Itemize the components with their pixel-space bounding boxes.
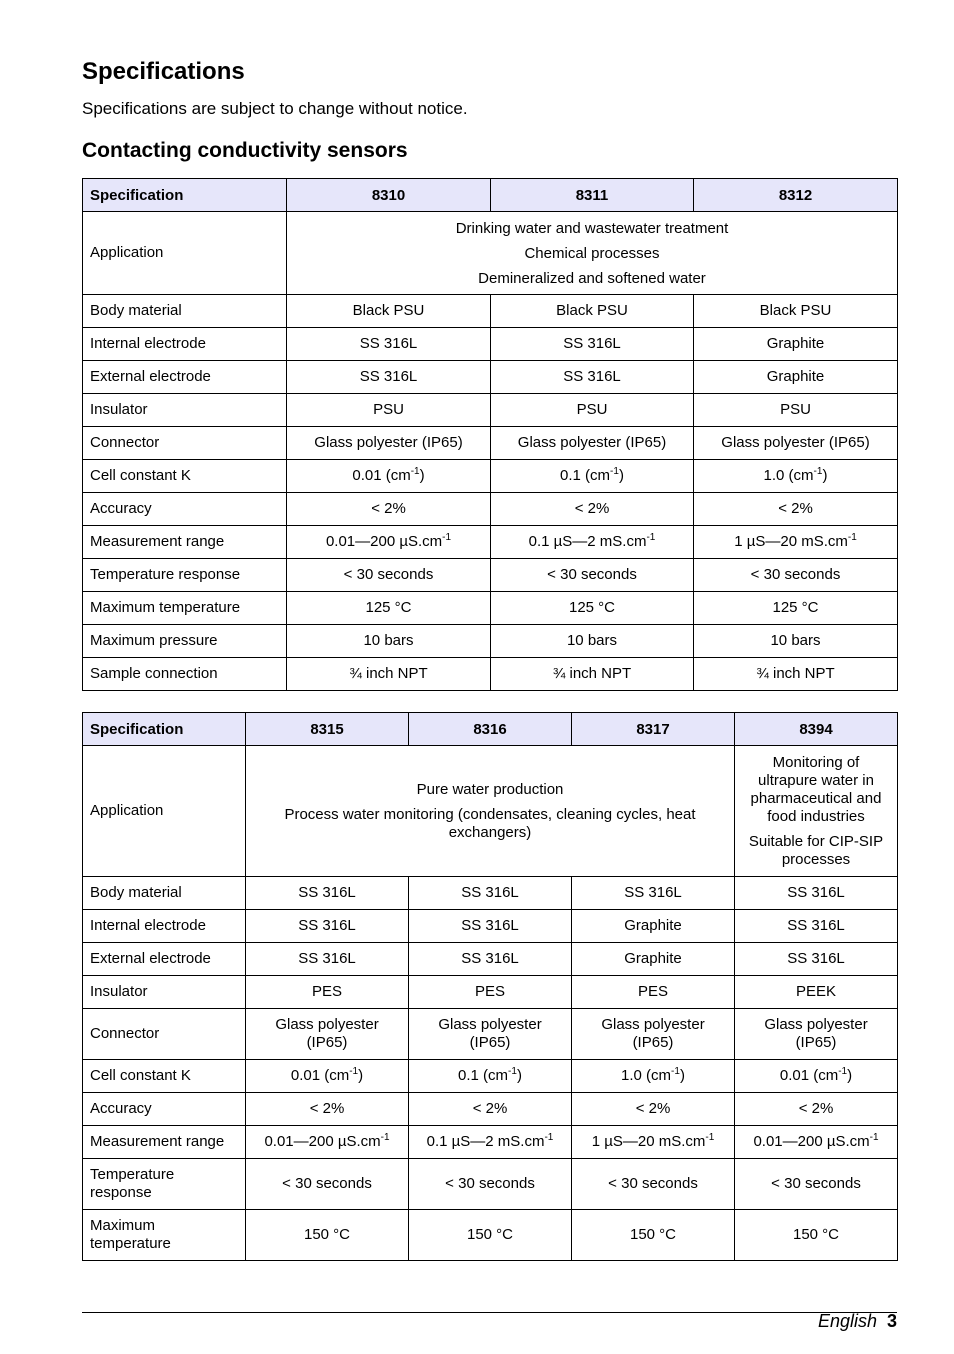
row-label: Insulator xyxy=(83,976,246,1009)
table-row xyxy=(83,1093,898,1126)
cell-superscript: -1 xyxy=(349,1066,359,1077)
table-cell xyxy=(491,625,694,658)
application-line: Drinking water and wastewater treatment xyxy=(455,219,729,237)
table-cell xyxy=(694,625,898,658)
table-row xyxy=(83,1009,898,1060)
row-label: Cell constant K xyxy=(83,1060,246,1093)
cell-value: Black PSU xyxy=(556,302,628,319)
cell-value: SS 316L xyxy=(461,917,519,934)
table-cell xyxy=(287,493,491,526)
cell-value: SS 316L xyxy=(298,884,356,901)
table-cell xyxy=(735,1126,898,1159)
table-cell xyxy=(491,427,694,460)
cell-suffix: ) xyxy=(419,467,425,484)
table-cell xyxy=(572,976,735,1009)
row-label: Cell constant K xyxy=(83,460,287,493)
header-cell: 8311 xyxy=(491,179,694,212)
cell-superscript: -1 xyxy=(705,1132,715,1143)
table-cell xyxy=(491,394,694,427)
table-row xyxy=(83,328,898,361)
table-cell xyxy=(287,460,491,493)
table-cell xyxy=(409,1126,572,1159)
table-cell xyxy=(491,295,694,328)
table-cell xyxy=(287,526,491,559)
cell-value: Glass polyester (IP65) xyxy=(314,434,463,451)
cell-value: SS 316L xyxy=(563,335,621,352)
table-cell xyxy=(409,943,572,976)
cell-value: Graphite xyxy=(766,368,825,385)
cell-superscript: -1 xyxy=(813,466,823,477)
table-cell xyxy=(694,394,898,427)
cell-suffix: ) xyxy=(822,467,828,484)
cell-value: PEEK xyxy=(795,983,837,1000)
cell-value: < 2% xyxy=(472,1100,508,1117)
page-number: 3 xyxy=(886,1311,897,1331)
cell-value: Black PSU xyxy=(352,302,425,319)
table-cell xyxy=(572,910,735,943)
cell-superscript: -1 xyxy=(380,1132,390,1143)
table-cell xyxy=(287,427,491,460)
cell-value: PSU xyxy=(576,401,608,418)
cell-value: 1.0 (cm xyxy=(763,467,814,484)
table-cell xyxy=(694,361,898,394)
cell-suffix: ) xyxy=(358,1067,364,1084)
table-row xyxy=(83,592,898,625)
table-cell xyxy=(735,1093,898,1126)
application-line: Process water monitoring (condensates, cleaning cycles, heat exchangers) xyxy=(284,805,696,841)
table-cell xyxy=(694,328,898,361)
cell-value: PSU xyxy=(780,401,811,418)
cell-superscript: -1 xyxy=(646,532,656,543)
row-label: Application xyxy=(83,746,246,877)
table-cell xyxy=(572,1126,735,1159)
table-cell xyxy=(246,1210,409,1261)
cell-value: < 30 seconds xyxy=(547,566,637,583)
cell-value: SS 316L xyxy=(359,368,418,385)
cell-value: < 30 seconds xyxy=(771,1175,861,1192)
cell-value: PES xyxy=(474,983,505,1000)
table-cell xyxy=(572,1060,735,1093)
table-cell xyxy=(246,1126,409,1159)
header-cell: 8315 xyxy=(246,713,409,746)
table-header-row xyxy=(83,179,898,212)
spec-table-2 xyxy=(82,712,898,1261)
table-cell xyxy=(694,460,898,493)
cell-value: 150 °C xyxy=(792,1226,840,1243)
page-footer xyxy=(818,1311,897,1332)
cell-value: PES xyxy=(637,983,668,1000)
row-label: Temperature response xyxy=(83,559,287,592)
table-cell xyxy=(287,328,491,361)
cell-value: Glass polyester (IP65) xyxy=(517,434,667,451)
table-cell xyxy=(694,493,898,526)
cell-value: Glass polyester (IP65) xyxy=(275,1016,379,1051)
table-row xyxy=(83,943,898,976)
cell-value: SS 316L xyxy=(298,917,356,934)
table-cell xyxy=(246,1159,409,1210)
table-cell xyxy=(246,910,409,943)
application-line: Monitoring of ultrapure water in pharmaceutical and food industries xyxy=(750,753,882,825)
table-row xyxy=(83,1210,898,1261)
table-cell xyxy=(287,592,491,625)
cell-value: SS 316L xyxy=(461,884,519,901)
footer-divider xyxy=(82,1312,897,1313)
cell-value: SS 316L xyxy=(787,917,845,934)
cell-value: < 2% xyxy=(371,500,406,517)
row-label: Internal electrode xyxy=(83,910,246,943)
table-cell xyxy=(694,526,898,559)
page-title: Specifications xyxy=(82,58,245,85)
cell-value: ¾ inch NPT xyxy=(349,665,428,682)
cell-value: < 30 seconds xyxy=(445,1175,535,1192)
table-row xyxy=(83,1060,898,1093)
cell-value: < 2% xyxy=(798,1100,834,1117)
table-cell xyxy=(409,1009,572,1060)
cell-suffix: ) xyxy=(618,467,624,484)
cell-value: < 30 seconds xyxy=(608,1175,698,1192)
table-cell xyxy=(409,1093,572,1126)
application-cell xyxy=(287,212,898,295)
header-cell: 8317 xyxy=(572,713,735,746)
cell-value: 150 °C xyxy=(303,1226,351,1243)
table-cell xyxy=(491,460,694,493)
table-cell xyxy=(735,1159,898,1210)
header-cell: 8310 xyxy=(287,179,491,212)
row-label: External electrode xyxy=(83,943,246,976)
cell-value: < 2% xyxy=(574,500,610,517)
header-cell: 8316 xyxy=(409,713,572,746)
cell-value: Graphite xyxy=(624,917,682,934)
table-cell xyxy=(735,943,898,976)
cell-value: Glass polyester (IP65) xyxy=(721,434,870,451)
cell-value: < 30 seconds xyxy=(750,566,841,583)
table-row xyxy=(83,361,898,394)
cell-value: SS 316L xyxy=(787,950,845,967)
table-cell xyxy=(694,295,898,328)
cell-value: 10 bars xyxy=(363,632,414,649)
table-cell xyxy=(491,559,694,592)
header-cell: Specification xyxy=(83,713,246,746)
table-cell xyxy=(287,394,491,427)
cell-superscript: -1 xyxy=(838,1066,848,1077)
table-row xyxy=(83,460,898,493)
row-label: External electrode xyxy=(83,361,287,394)
table-cell xyxy=(572,1093,735,1126)
table-cell xyxy=(572,1009,735,1060)
cell-value: 0.1 µS—2 mS.cm xyxy=(528,533,647,550)
section-title: Contacting conductivity sensors xyxy=(82,139,408,162)
cell-value: < 30 seconds xyxy=(343,566,434,583)
cell-value: 150 °C xyxy=(466,1226,514,1243)
table-cell xyxy=(572,943,735,976)
cell-value: Graphite xyxy=(624,950,682,967)
cell-value: 1 µS—20 mS.cm xyxy=(591,1133,706,1150)
cell-superscript: -1 xyxy=(610,466,619,477)
cell-superscript: -1 xyxy=(869,1132,879,1143)
table-row xyxy=(83,559,898,592)
row-label: Body material xyxy=(83,295,287,328)
cell-value: PES xyxy=(311,983,342,1000)
cell-superscript: -1 xyxy=(847,532,857,543)
table-cell xyxy=(246,1009,409,1060)
header-cell: Specification xyxy=(83,179,287,212)
table-cell xyxy=(735,910,898,943)
header-cell: 8394 xyxy=(735,713,898,746)
cell-value: 1 µS—20 mS.cm xyxy=(734,533,848,550)
cell-value: 0.01 (cm xyxy=(352,467,411,484)
cell-value: Glass polyester (IP65) xyxy=(764,1016,868,1051)
cell-value: 125 °C xyxy=(772,599,819,616)
row-label: Measurement range xyxy=(83,526,287,559)
application-cell xyxy=(246,746,735,877)
cell-value: Glass polyester (IP65) xyxy=(601,1016,705,1051)
table-cell xyxy=(572,1210,735,1261)
cell-value: < 30 seconds xyxy=(282,1175,372,1192)
row-label: Accuracy xyxy=(83,493,287,526)
cell-suffix: ) xyxy=(847,1067,853,1084)
table-row xyxy=(83,877,898,910)
application-line: Chemical processes xyxy=(524,244,660,262)
cell-value: 10 bars xyxy=(566,632,618,649)
cell-superscript: -1 xyxy=(544,1132,554,1143)
table-cell xyxy=(735,877,898,910)
table-row xyxy=(83,493,898,526)
table-cell xyxy=(694,559,898,592)
row-label: Connector xyxy=(83,1009,246,1060)
row-label: Maximum temperature xyxy=(83,592,287,625)
table-cell xyxy=(287,559,491,592)
cell-value: 0.1 (cm xyxy=(458,1067,509,1084)
table-row xyxy=(83,394,898,427)
table-cell xyxy=(735,976,898,1009)
cell-value: 125 °C xyxy=(568,599,616,616)
table-cell xyxy=(491,328,694,361)
cell-superscript: -1 xyxy=(410,466,420,477)
cell-value: < 2% xyxy=(635,1100,671,1117)
table-cell xyxy=(409,910,572,943)
application-cell xyxy=(735,746,898,877)
row-label: Accuracy xyxy=(83,1093,246,1126)
table-cell xyxy=(694,658,898,691)
cell-superscript: -1 xyxy=(508,1066,517,1077)
cell-value: SS 316L xyxy=(298,950,356,967)
table-cell xyxy=(287,658,491,691)
cell-value: SS 316L xyxy=(624,884,682,901)
table-cell xyxy=(287,361,491,394)
table-row xyxy=(83,427,898,460)
cell-value: ¾ inch NPT xyxy=(552,665,632,682)
table-row xyxy=(83,1126,898,1159)
table-cell xyxy=(491,361,694,394)
table-cell xyxy=(735,1009,898,1060)
row-label: Maximum temperature xyxy=(83,1210,246,1261)
application-line: Suitable for CIP-SIP processes xyxy=(748,832,884,868)
table-row xyxy=(83,625,898,658)
cell-value: SS 316L xyxy=(563,368,621,385)
table-cell xyxy=(246,877,409,910)
cell-value: 0.01—200 µS.cm xyxy=(264,1133,381,1150)
cell-value: SS 316L xyxy=(359,335,418,352)
cell-value: SS 316L xyxy=(461,950,519,967)
row-label: Maximum pressure xyxy=(83,625,287,658)
table-row xyxy=(83,746,898,877)
table-cell xyxy=(735,1210,898,1261)
cell-value: ¾ inch NPT xyxy=(756,665,835,682)
table-cell xyxy=(246,976,409,1009)
row-label: Sample connection xyxy=(83,658,287,691)
cell-suffix: ) xyxy=(516,1067,522,1084)
table-row xyxy=(83,976,898,1009)
cell-value: 125 °C xyxy=(365,599,412,616)
cell-value: 0.01 (cm xyxy=(779,1067,839,1084)
cell-value: 0.1 (cm xyxy=(560,467,611,484)
table-cell xyxy=(491,658,694,691)
table-cell xyxy=(694,427,898,460)
table-row xyxy=(83,526,898,559)
table-cell xyxy=(287,295,491,328)
table-row xyxy=(83,212,898,295)
table-cell xyxy=(491,592,694,625)
cell-value: < 2% xyxy=(309,1100,345,1117)
table-cell xyxy=(409,976,572,1009)
cell-value: 1.0 (cm xyxy=(621,1067,672,1084)
row-label: Temperature response xyxy=(83,1159,246,1210)
row-label: Internal electrode xyxy=(83,328,287,361)
table-cell xyxy=(694,592,898,625)
cell-value: 0.01—200 µS.cm xyxy=(753,1133,870,1150)
table-cell xyxy=(409,877,572,910)
footer-language: English xyxy=(817,1311,877,1331)
cell-value: Black PSU xyxy=(759,302,832,319)
row-label: Connector xyxy=(83,427,287,460)
spec-table-1 xyxy=(82,178,898,691)
table-cell xyxy=(246,1093,409,1126)
cell-value: 10 bars xyxy=(770,632,821,649)
table-cell xyxy=(409,1159,572,1210)
cell-value: Graphite xyxy=(766,335,825,352)
table-cell xyxy=(246,1060,409,1093)
application-line: Demineralized and softened water xyxy=(478,269,706,287)
cell-suffix: ) xyxy=(679,1067,685,1084)
row-label: Measurement range xyxy=(83,1126,246,1159)
table-row xyxy=(83,1159,898,1210)
application-line: Pure water production xyxy=(416,780,564,798)
table-cell xyxy=(491,493,694,526)
intro-text: Specifications are subject to change without notice. xyxy=(82,99,468,118)
cell-superscript: -1 xyxy=(442,532,452,543)
table-row xyxy=(83,658,898,691)
cell-value: < 2% xyxy=(778,500,813,517)
table-row xyxy=(83,910,898,943)
cell-value: PSU xyxy=(373,401,404,418)
table-cell xyxy=(491,526,694,559)
cell-value: SS 316L xyxy=(787,884,845,901)
table-cell xyxy=(572,877,735,910)
header-cell: 8312 xyxy=(694,179,898,212)
cell-value: 0.1 µS—2 mS.cm xyxy=(426,1133,545,1150)
row-label: Body material xyxy=(83,877,246,910)
cell-value: 150 °C xyxy=(629,1226,677,1243)
table-cell xyxy=(735,1060,898,1093)
cell-value: Glass polyester (IP65) xyxy=(438,1016,542,1051)
table-cell xyxy=(287,625,491,658)
table-row xyxy=(83,295,898,328)
table-header-row xyxy=(83,713,898,746)
cell-superscript: -1 xyxy=(671,1066,680,1077)
table-cell xyxy=(572,1159,735,1210)
table-cell xyxy=(409,1210,572,1261)
cell-value: 0.01 (cm xyxy=(290,1067,350,1084)
row-label: Application xyxy=(83,212,287,295)
row-label: Insulator xyxy=(83,394,287,427)
cell-value: 0.01—200 µS.cm xyxy=(325,533,443,550)
table-cell xyxy=(409,1060,572,1093)
table-cell xyxy=(246,943,409,976)
